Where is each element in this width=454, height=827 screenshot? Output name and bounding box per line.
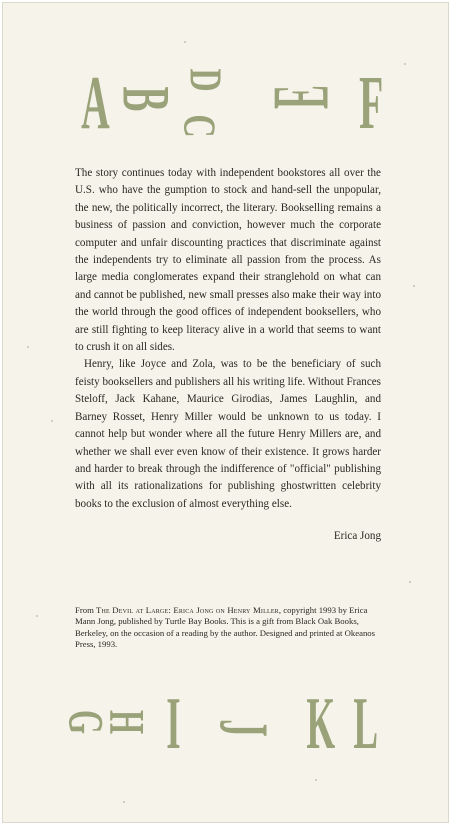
letter-l: L	[353, 683, 379, 765]
letter-g: G	[58, 709, 115, 735]
letter-a: A	[81, 61, 110, 145]
decorative-letters-bottom	[3, 683, 448, 765]
essay-paragraph-2: Henry, like Joyce and Zola, was to be the beneficiary of such feisty booksellers and publishers all his writing life. Without Frances Steloff, Jack Kahane, Maurice Girodias, James Laughlin, and Barney Rosset, Henry Miller would be unknown to us today. I cannot help but wonder where all the future Henry Millers are, and whether we shall ever even know of their existence. It grows harder and harder to break through the indifference of "official" publishing with all its rationalizations for publishing ghostwritten celebrity books to the exclusion of almost everything else.	[75, 358, 381, 510]
letter-j: J	[204, 719, 282, 737]
author-signature: Erica Jong	[333, 530, 381, 542]
colophon	[75, 605, 384, 651]
letter-e: E	[257, 84, 346, 110]
decorative-letters-top	[3, 61, 448, 145]
letter-c: C	[174, 114, 226, 138]
colophon-prefix: From	[75, 605, 96, 615]
letter-d: D	[180, 68, 232, 92]
essay-text	[75, 165, 381, 513]
letter-b: B	[108, 86, 185, 112]
colophon-details: , copyright 1993 by Erica Mann Jong, published by Turtle Bay Books. This is a gift from Black Oak Books, Berkeley, on the occasion of a reading by the author. Designed and printed at Okeanos Press, 1993.	[75, 605, 376, 650]
colophon-book-title: The Devil at Large: Erica Jong on Henry Miller	[96, 605, 279, 615]
letter-i: I	[166, 683, 181, 765]
essay-paragraph-1: The story continues today with independent bookstores all over the U.S. who have the gumption to stock and hand-sell the unpopular, the new, the politically incorrect, the literary. Bookselling remains a business of passion and conviction, however much the corporate computer and unfair discounting practices that discriminate against the independents try to eliminate all passion from the process. As large media conglomerates expand their stranglehold on what can and cannot be published, new small presses also make their way into the world through the good offices of independent booksellers, who are still fighting to keep literacy alive in a world that seems to want to crush it on all sides.	[75, 167, 381, 354]
letter-k: K	[306, 683, 336, 765]
letter-h: H	[99, 709, 156, 735]
broadside-card	[2, 2, 449, 823]
letter-f: F	[359, 61, 384, 145]
